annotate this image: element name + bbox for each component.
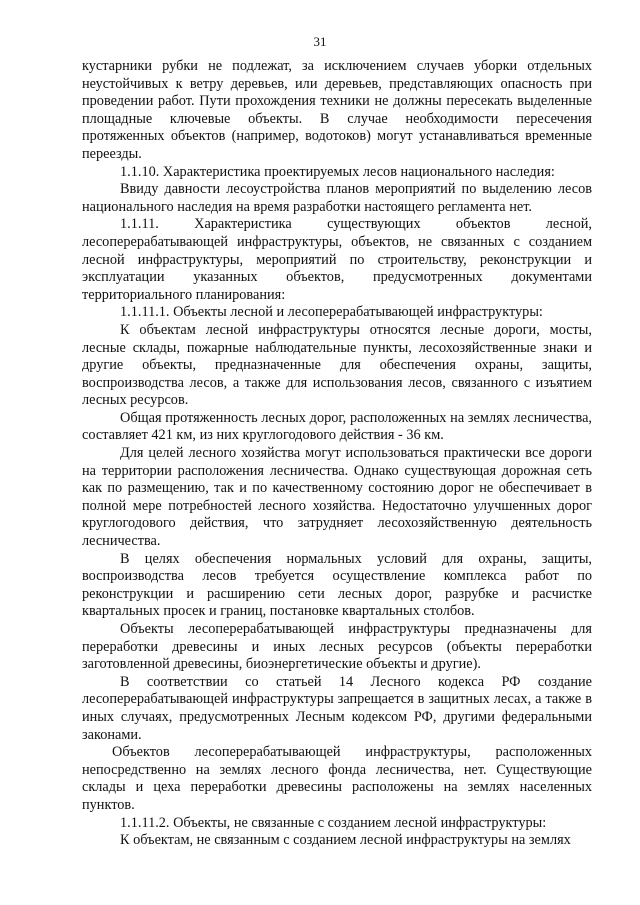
section-heading-1-1-11-2: 1.1.11.2. Объекты, не связанные с созданием лесной инфраструктуры:	[120, 814, 547, 831]
paragraph-continuation: кустарники рубки не подлежат, за исключением случаев уборки отдельных неустойчивых к ветру деревьев, или деревьев, представляющих опасность при проведении работ. Пути прохождения техники не должны пересекать выделенные площадные ключевые объекты. В случае необходимости пересечения протяженных объектов (например, водотоков) могут устанавливаться временные переезды.	[82, 58, 592, 162]
paragraph: Общая протяженность лесных дорог, расположенных на землях лесничества, составляет 421 км, из них круглогодового действия - 36 км.	[82, 409, 592, 444]
paragraph: К объектам лесной инфраструктуры относятся лесные дороги, мосты, лесные склады, пожарные наблюдательные пункты, лесохозяйственные знаки и другие объекты, предназначенные для обеспечения охраны, защиты, воспроизводства лесов, а также для использования лесов, связанного с изъятием лесных ресурсов.	[82, 321, 592, 409]
section-heading-1-1-11-1: 1.1.11.1. Объекты лесной и лесоперерабатывающей инфраструктуры:	[120, 304, 543, 321]
section-heading-1-1-10: 1.1.10. Характеристика проектируемых лесов национального наследия:	[120, 163, 555, 180]
paragraph: В соответствии со статьей 14 Лесного кодекса РФ создание лесоперерабатывающей инфраструктуры запрещается в защитных лесах, а также в иных случаях, предусмотренных Лесным кодексом РФ, другими федеральными законами.	[82, 673, 592, 743]
paragraph: В целях обеспечения нормальных условий для охраны, защиты, воспроизводства лесов требуется осуществление комплекса работ по реконструкции и расширению сети лесных дорог, разрубке и расчистке квартальных просек и границ, постановке квартальных столбов.	[82, 550, 592, 620]
paragraph: Ввиду давности лесоустройства планов мероприятий по выделению лесов национального наследия на время разработки настоящего регламента нет.	[82, 181, 592, 215]
paragraph: Объекты лесоперерабатывающей инфраструктуры предназначены для переработки древесины и иных лесных ресурсов (объекты переработки заготовленной древесины, биоэнергетические объекты и другие).	[82, 621, 592, 673]
paragraph-truncated: К объектам, не связанным с созданием лесной инфраструктуры на землях	[120, 832, 571, 849]
section-heading-1-1-11: 1.1.11. Характеристика существующих объектов лесной, лесоперерабатывающей инфраструктуры, объектов, не связанных с созданием лесной инфраструктуры, мероприятий по строительству, реконструкции и эксплуатации указанных объектов, предусмотренных документами территориального планирования:	[82, 216, 592, 303]
page-number: 31	[313, 34, 327, 49]
paragraph: Объектов лесоперерабатывающей инфраструктуры, расположенных непосредственно на землях лесного фонда лесничества, нет. Существующие склады и цеха переработки древесины расположены на землях населенных пунктов.	[82, 744, 592, 813]
paragraph: Для целей лесного хозяйства могут использоваться практически все дороги на территории расположения лесничества. Однако существующая дорожная сеть как по размещению, так и по качественному состоянию дорог не обеспечивает в полной мере потребностей лесного хозяйства. Недостаточно улучшенных дорог круглогодового действия, что затрудняет лесохозяйственную деятельность лесничества.	[82, 445, 592, 550]
document-body	[82, 58, 592, 850]
